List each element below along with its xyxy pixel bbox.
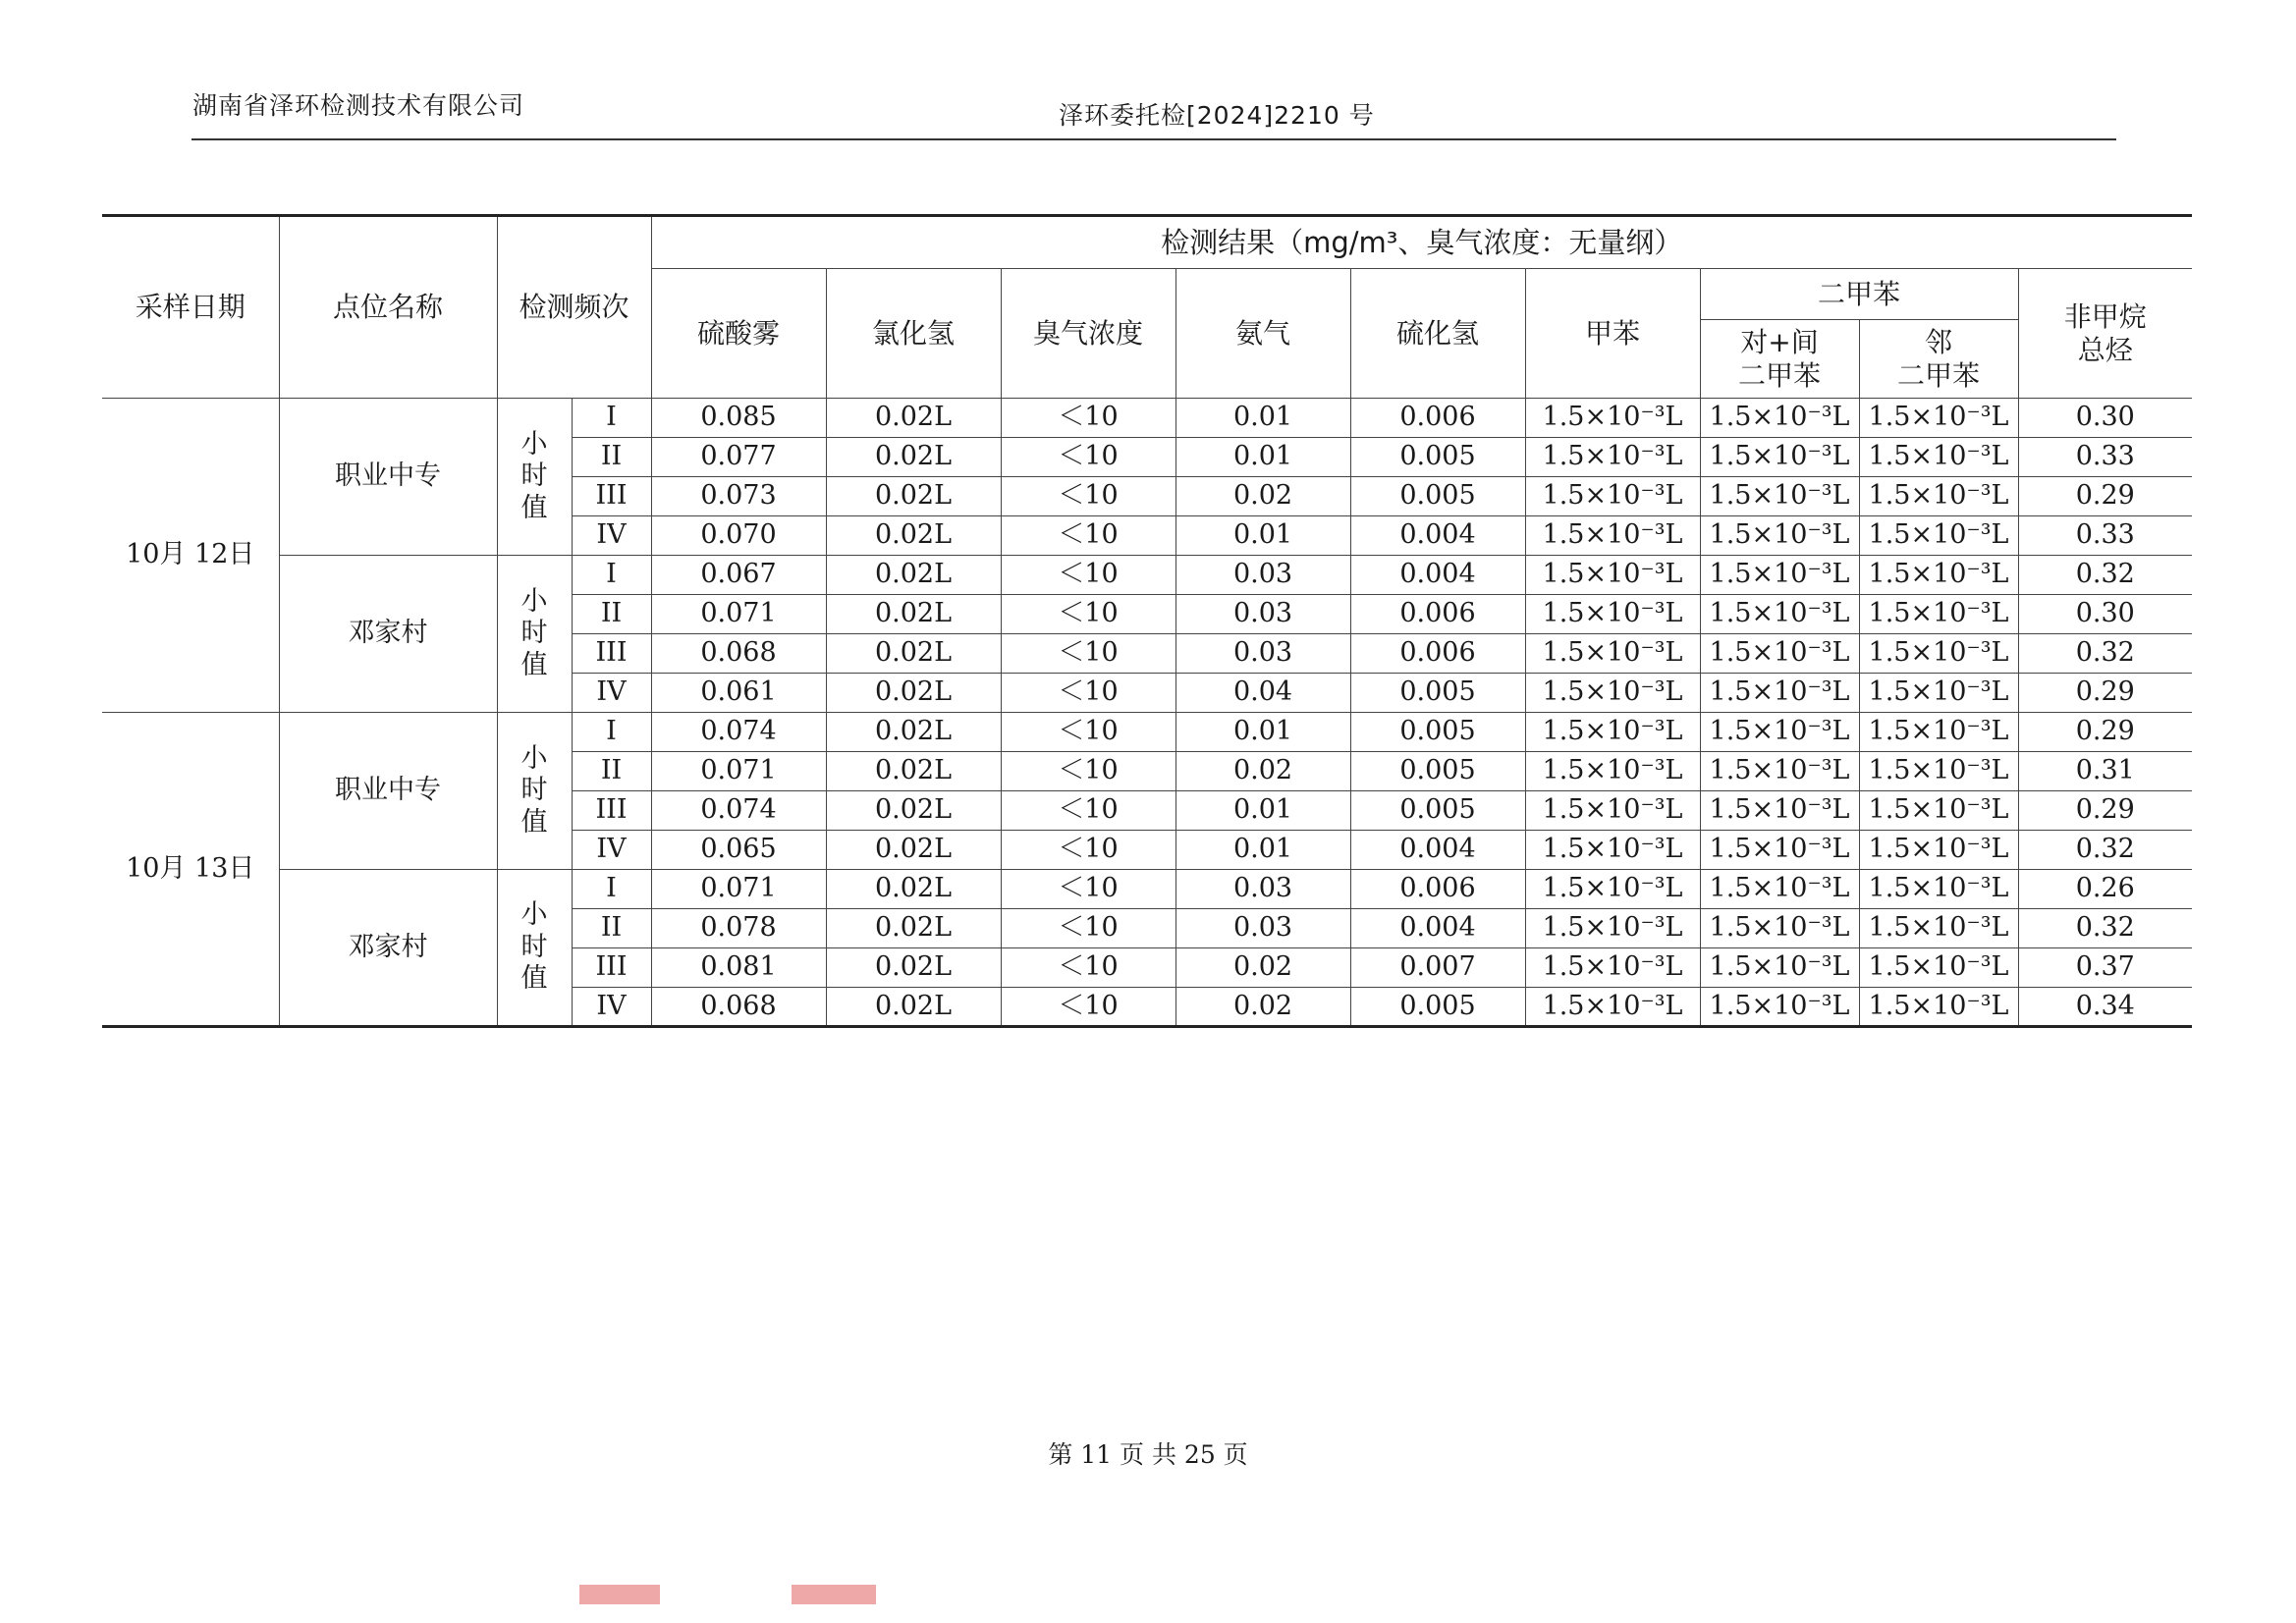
xylene-mp-value: 1.5×10⁻³L <box>1700 909 1859 948</box>
xylene-mp-value: 1.5×10⁻³L <box>1700 870 1859 909</box>
header-divider <box>191 138 2116 140</box>
report-number: 泽环委托检[2024]2210 号 <box>1059 101 1375 130</box>
xylene-o-value: 1.5×10⁻³L <box>1859 556 2018 595</box>
toluene-value: 1.5×10⁻³L <box>1525 399 1700 438</box>
odor-value: ＜10 <box>1001 556 1175 595</box>
nmhc-value: 0.32 <box>2018 634 2192 674</box>
ammonia-value: 0.03 <box>1175 870 1350 909</box>
col-header-odor: 臭气浓度 <box>1001 269 1175 399</box>
xylene-o-value: 1.5×10⁻³L <box>1859 831 2018 870</box>
frequency-roman: I <box>572 399 651 438</box>
h2s-value: 0.005 <box>1350 477 1525 516</box>
site-name: 职业中专 <box>279 399 497 556</box>
toluene-value: 1.5×10⁻³L <box>1525 752 1700 791</box>
h2s-value: 0.006 <box>1350 634 1525 674</box>
ammonia-value: 0.04 <box>1175 674 1350 713</box>
hcl-value: 0.02L <box>826 988 1001 1027</box>
xylene-o-value: 1.5×10⁻³L <box>1859 674 2018 713</box>
sulfuric-mist-value: 0.068 <box>651 634 826 674</box>
ammonia-value: 0.03 <box>1175 595 1350 634</box>
col-header-hcl: 氯化氢 <box>826 269 1001 399</box>
h2s-value: 0.004 <box>1350 831 1525 870</box>
ammonia-value: 0.01 <box>1175 516 1350 556</box>
ammonia-value: 0.02 <box>1175 948 1350 988</box>
sulfuric-mist-value: 0.073 <box>651 477 826 516</box>
toluene-value: 1.5×10⁻³L <box>1525 831 1700 870</box>
xylene-mp-value: 1.5×10⁻³L <box>1700 399 1859 438</box>
h2s-value: 0.004 <box>1350 909 1525 948</box>
site-name: 邓家村 <box>279 870 497 1027</box>
hcl-value: 0.02L <box>826 438 1001 477</box>
xylene-mp-value: 1.5×10⁻³L <box>1700 595 1859 634</box>
odor-value: ＜10 <box>1001 634 1175 674</box>
header-row-1 <box>102 216 2192 269</box>
nmhc-value: 0.33 <box>2018 438 2192 477</box>
col-header-date: 采样日期 <box>102 216 279 399</box>
hcl-value: 0.02L <box>826 516 1001 556</box>
h2s-value: 0.006 <box>1350 595 1525 634</box>
results-body <box>102 399 2192 1027</box>
xylene-o-value: 1.5×10⁻³L <box>1859 713 2018 752</box>
frequency-label: 小 时 值 <box>497 556 572 713</box>
sulfuric-mist-value: 0.077 <box>651 438 826 477</box>
h2s-value: 0.005 <box>1350 988 1525 1027</box>
ammonia-value: 0.02 <box>1175 477 1350 516</box>
xylene-o-value: 1.5×10⁻³L <box>1859 752 2018 791</box>
toluene-value: 1.5×10⁻³L <box>1525 477 1700 516</box>
sampling-date: 10月 13日 <box>102 713 279 1027</box>
frequency-roman: I <box>572 870 651 909</box>
toluene-value: 1.5×10⁻³L <box>1525 634 1700 674</box>
nmhc-value: 0.33 <box>2018 516 2192 556</box>
hcl-value: 0.02L <box>826 713 1001 752</box>
nmhc-value: 0.29 <box>2018 674 2192 713</box>
nmhc-value: 0.29 <box>2018 713 2192 752</box>
toluene-value: 1.5×10⁻³L <box>1525 556 1700 595</box>
col-header-toluene: 甲苯 <box>1525 269 1700 399</box>
xylene-o-value: 1.5×10⁻³L <box>1859 438 2018 477</box>
col-header-site: 点位名称 <box>279 216 497 399</box>
frequency-roman: IV <box>572 831 651 870</box>
table-row <box>102 713 2192 752</box>
nmhc-value: 0.34 <box>2018 988 2192 1027</box>
page-number: 第 11 页 共 25 页 <box>1048 1440 1248 1469</box>
hcl-value: 0.02L <box>826 556 1001 595</box>
toluene-value: 1.5×10⁻³L <box>1525 988 1700 1027</box>
toluene-value: 1.5×10⁻³L <box>1525 791 1700 831</box>
sampling-date: 10月 12日 <box>102 399 279 713</box>
toluene-value: 1.5×10⁻³L <box>1525 909 1700 948</box>
frequency-roman: I <box>572 556 651 595</box>
nmhc-value: 0.32 <box>2018 831 2192 870</box>
frequency-roman: III <box>572 948 651 988</box>
ammonia-value: 0.01 <box>1175 791 1350 831</box>
odor-value: ＜10 <box>1001 595 1175 634</box>
frequency-roman: II <box>572 595 651 634</box>
col-header-xylene-o: 邻 二甲苯 <box>1859 320 2018 399</box>
hcl-value: 0.02L <box>826 909 1001 948</box>
nmhc-value: 0.37 <box>2018 948 2192 988</box>
xylene-o-value: 1.5×10⁻³L <box>1859 516 2018 556</box>
xylene-o-value: 1.5×10⁻³L <box>1859 791 2018 831</box>
hcl-value: 0.02L <box>826 831 1001 870</box>
ammonia-value: 0.02 <box>1175 988 1350 1027</box>
xylene-mp-value: 1.5×10⁻³L <box>1700 516 1859 556</box>
xylene-o-value: 1.5×10⁻³L <box>1859 988 2018 1027</box>
sulfuric-mist-value: 0.067 <box>651 556 826 595</box>
frequency-label: 小 时 值 <box>497 713 572 870</box>
sulfuric-mist-value: 0.061 <box>651 674 826 713</box>
h2s-value: 0.004 <box>1350 516 1525 556</box>
toluene-value: 1.5×10⁻³L <box>1525 438 1700 477</box>
sulfuric-mist-value: 0.074 <box>651 791 826 831</box>
xylene-o-value: 1.5×10⁻³L <box>1859 595 2018 634</box>
h2s-value: 0.006 <box>1350 399 1525 438</box>
ammonia-value: 0.01 <box>1175 438 1350 477</box>
frequency-roman: I <box>572 713 651 752</box>
col-header-xylene-mp: 对+间 二甲苯 <box>1700 320 1859 399</box>
xylene-o-value: 1.5×10⁻³L <box>1859 477 2018 516</box>
company-name: 湖南省泽环检测技术有限公司 <box>192 91 525 120</box>
sulfuric-mist-value: 0.068 <box>651 988 826 1027</box>
frequency-roman: IV <box>572 516 651 556</box>
h2s-value: 0.006 <box>1350 870 1525 909</box>
hcl-value: 0.02L <box>826 595 1001 634</box>
odor-value: ＜10 <box>1001 713 1175 752</box>
odor-value: ＜10 <box>1001 909 1175 948</box>
site-name: 邓家村 <box>279 556 497 713</box>
results-group-header: 检测结果（mg/m³、臭气浓度：无量纲） <box>651 216 2192 269</box>
xylene-mp-value: 1.5×10⁻³L <box>1700 791 1859 831</box>
xylene-o-value: 1.5×10⁻³L <box>1859 909 2018 948</box>
frequency-roman: IV <box>572 674 651 713</box>
toluene-value: 1.5×10⁻³L <box>1525 870 1700 909</box>
ammonia-value: 0.03 <box>1175 909 1350 948</box>
odor-value: ＜10 <box>1001 399 1175 438</box>
xylene-o-value: 1.5×10⁻³L <box>1859 634 2018 674</box>
sulfuric-mist-value: 0.081 <box>651 948 826 988</box>
xylene-mp-value: 1.5×10⁻³L <box>1700 752 1859 791</box>
nmhc-value: 0.29 <box>2018 791 2192 831</box>
xylene-mp-value: 1.5×10⁻³L <box>1700 713 1859 752</box>
xylene-mp-value: 1.5×10⁻³L <box>1700 831 1859 870</box>
hcl-value: 0.02L <box>826 870 1001 909</box>
h2s-value: 0.005 <box>1350 713 1525 752</box>
table-row <box>102 870 2192 909</box>
nmhc-value: 0.30 <box>2018 595 2192 634</box>
odor-value: ＜10 <box>1001 988 1175 1027</box>
xylene-mp-value: 1.5×10⁻³L <box>1700 634 1859 674</box>
toluene-value: 1.5×10⁻³L <box>1525 595 1700 634</box>
odor-value: ＜10 <box>1001 831 1175 870</box>
frequency-roman: III <box>572 791 651 831</box>
sulfuric-mist-value: 0.071 <box>651 870 826 909</box>
sulfuric-mist-value: 0.070 <box>651 516 826 556</box>
toluene-value: 1.5×10⁻³L <box>1525 516 1700 556</box>
col-header-xylene: 二甲苯 <box>1700 269 2018 320</box>
red-stamp-fragment <box>579 1585 660 1604</box>
ammonia-value: 0.01 <box>1175 713 1350 752</box>
frequency-roman: II <box>572 909 651 948</box>
col-header-nmhc: 非甲烷 总烃 <box>2018 269 2192 399</box>
frequency-roman: II <box>572 438 651 477</box>
sulfuric-mist-value: 0.085 <box>651 399 826 438</box>
ammonia-value: 0.01 <box>1175 831 1350 870</box>
sulfuric-mist-value: 0.065 <box>651 831 826 870</box>
xylene-mp-value: 1.5×10⁻³L <box>1700 438 1859 477</box>
h2s-value: 0.005 <box>1350 438 1525 477</box>
odor-value: ＜10 <box>1001 516 1175 556</box>
ammonia-value: 0.03 <box>1175 634 1350 674</box>
nmhc-value: 0.32 <box>2018 556 2192 595</box>
frequency-roman: II <box>572 752 651 791</box>
table-row <box>102 556 2192 595</box>
ammonia-value: 0.02 <box>1175 752 1350 791</box>
site-name: 职业中专 <box>279 713 497 870</box>
xylene-mp-value: 1.5×10⁻³L <box>1700 948 1859 988</box>
nmhc-value: 0.30 <box>2018 399 2192 438</box>
xylene-mp-value: 1.5×10⁻³L <box>1700 556 1859 595</box>
nmhc-value: 0.26 <box>2018 870 2192 909</box>
ammonia-value: 0.03 <box>1175 556 1350 595</box>
hcl-value: 0.02L <box>826 674 1001 713</box>
toluene-value: 1.5×10⁻³L <box>1525 713 1700 752</box>
frequency-roman: III <box>572 634 651 674</box>
odor-value: ＜10 <box>1001 948 1175 988</box>
col-header-ammonia: 氨气 <box>1175 269 1350 399</box>
xylene-mp-value: 1.5×10⁻³L <box>1700 988 1859 1027</box>
xylene-o-value: 1.5×10⁻³L <box>1859 870 2018 909</box>
odor-value: ＜10 <box>1001 752 1175 791</box>
h2s-value: 0.005 <box>1350 674 1525 713</box>
ammonia-value: 0.01 <box>1175 399 1350 438</box>
hcl-value: 0.02L <box>826 634 1001 674</box>
sulfuric-mist-value: 0.074 <box>651 713 826 752</box>
hcl-value: 0.02L <box>826 399 1001 438</box>
xylene-o-value: 1.5×10⁻³L <box>1859 948 2018 988</box>
nmhc-value: 0.31 <box>2018 752 2192 791</box>
hcl-value: 0.02L <box>826 477 1001 516</box>
table-row <box>102 399 2192 438</box>
odor-value: ＜10 <box>1001 674 1175 713</box>
sulfuric-mist-value: 0.071 <box>651 752 826 791</box>
h2s-value: 0.004 <box>1350 556 1525 595</box>
hcl-value: 0.02L <box>826 791 1001 831</box>
frequency-label: 小 时 值 <box>497 399 572 556</box>
h2s-value: 0.007 <box>1350 948 1525 988</box>
odor-value: ＜10 <box>1001 438 1175 477</box>
nmhc-value: 0.32 <box>2018 909 2192 948</box>
col-header-sulfuric-mist: 硫酸雾 <box>651 269 826 399</box>
odor-value: ＜10 <box>1001 477 1175 516</box>
xylene-mp-value: 1.5×10⁻³L <box>1700 674 1859 713</box>
toluene-value: 1.5×10⁻³L <box>1525 948 1700 988</box>
xylene-mp-value: 1.5×10⁻³L <box>1700 477 1859 516</box>
odor-value: ＜10 <box>1001 791 1175 831</box>
frequency-label: 小 时 值 <box>497 870 572 1027</box>
nmhc-value: 0.29 <box>2018 477 2192 516</box>
results-table <box>102 214 2192 1028</box>
frequency-roman: III <box>572 477 651 516</box>
col-header-h2s: 硫化氢 <box>1350 269 1525 399</box>
col-header-frequency: 检测频次 <box>497 216 651 399</box>
xylene-o-value: 1.5×10⁻³L <box>1859 399 2018 438</box>
odor-value: ＜10 <box>1001 870 1175 909</box>
h2s-value: 0.005 <box>1350 791 1525 831</box>
sulfuric-mist-value: 0.078 <box>651 909 826 948</box>
sulfuric-mist-value: 0.071 <box>651 595 826 634</box>
hcl-value: 0.02L <box>826 948 1001 988</box>
toluene-value: 1.5×10⁻³L <box>1525 674 1700 713</box>
h2s-value: 0.005 <box>1350 752 1525 791</box>
frequency-roman: IV <box>572 988 651 1027</box>
red-stamp-fragment <box>792 1585 876 1604</box>
hcl-value: 0.02L <box>826 752 1001 791</box>
